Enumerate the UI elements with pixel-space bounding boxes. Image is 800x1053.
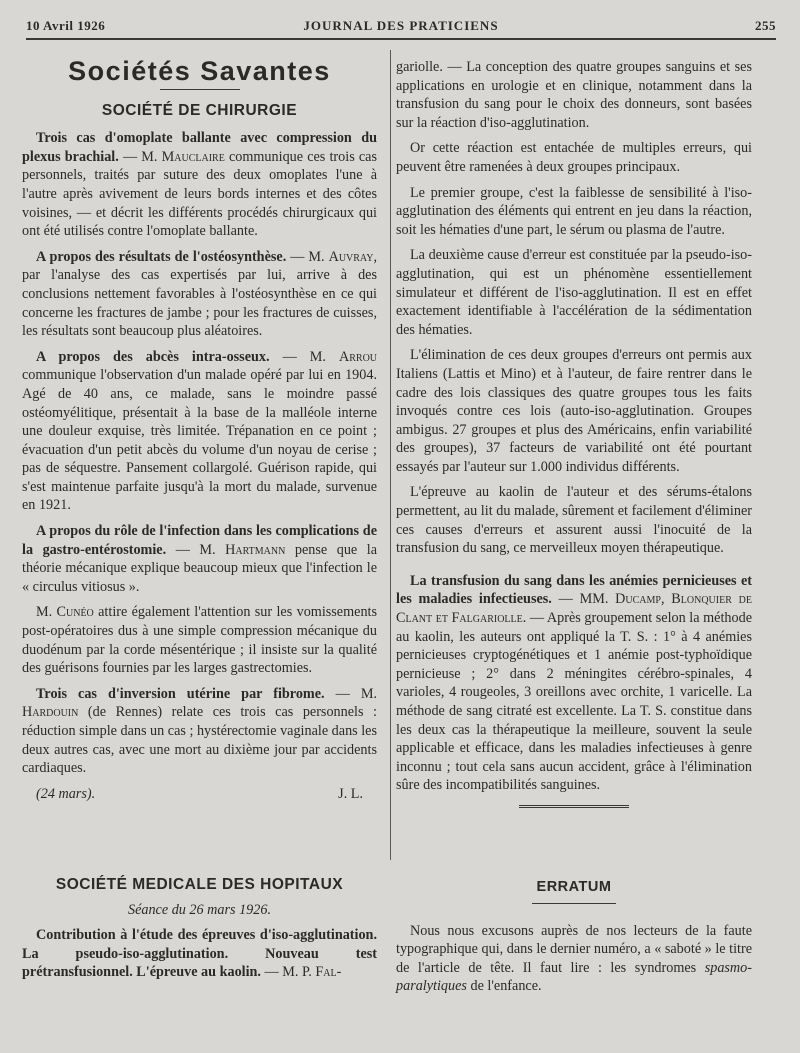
article-omoplate: Trois cas d'omoplate ballante avec compression du plexus brachial. — M. Mauclaire communique ces trois cas personnels, traités par suture des deux omoplates l'une à l'autre après avivement de leurs bords internes et des côtes voisines, — et décrit les différents procédés chirurgicaux qui ont été utilisés contre l'omoplate ballante. [22,130,377,240]
author-names: Ducamp, Blonquier de Clant et Falgariolle [396,591,752,627]
paragraph-premier-groupe: Le premier groupe, c'est la faiblesse de sensibilité à l'iso-agglutination des éléments qui entrent en jeu dans la réaction, soit les hématies d'une part, le sérum ou plasma de l'autre. [396,184,752,238]
erratum-text: Nous nous excusons auprès de nos lecteurs de la faute typographique qui, dans le dernier numéro, a « saboté » le titre de l'article de tête. Il faut lire : les syndromes spasmo-paralytiques de l'enfance. [396,922,752,995]
column-divider [390,50,391,860]
paragraph-deuxieme-cause: La deuxième cause d'erreur est constituée par la pseudo-iso-agglutination, qui est un phénomène essentiellement simulateur et différent de l'iso-agglutination. Il est en effet exactement identifiable à l'accélération de la sédimentation des hématies. [396,247,752,338]
article-osteosynthese: A propos des résultats de l'ostéosynthèse. — M. Auvray, par l'analyse des cas expertisés par lui, arrive à des conclusions nettement favorables à l'ostéosynthèse en ce qui concerne les fractures de jambe ; pour les fractures de cuisses, les résultats sont beaucoup plus aléatoires. [22,248,378,340]
erratum-title: ERRATUM [536,879,612,895]
signature-initials: J. L. [338,785,363,802]
article-cuneo: M. Cunéo attire également l'attention sur les vomissements post-opératoires dus à une simple compression mécanique du duodénum par la corde mésentérique ; il insiste sur la qualité des guérisons fournies par les larges gastrectomies. [22,604,377,677]
article-heading: Trois cas d'omoplate ballante avec compression du plexus brachial. [22,130,377,165]
article-transfusion: La transfusion du sang dans les anémies pernicieuses et les maladies infectieuses. — MM. Ducamp, Blonquier de Clant et Falgariolle. — Après groupement selon la méthode au kaolin, les auteurs ont appliqué la T. S. : 1° à 4 anémies pernicieuses cryptogénétiques et 1 anémie post-typhoïdique pernicieuse ; 2° dans 2 méningites cérébro-spinales, 4 varioles, 4 rougeoles, 3 oreillons avec orchite, 1 varicelle. La méthode de sang citraté est excellente. La T. S. constitue dans les deux cas la thérapeutique la meilleure, souvent la seule applicable et efficace, dans les maladies infectieuses à genre inconnu ; tout cela sans aucun accident, grâce à l'élimination sûre des incompatibilités sanguines. [396,572,752,794]
author-name: Fal- [315,964,342,981]
author-name: Hartmann [225,541,286,558]
left-column [22,52,377,803]
signature-line [22,785,377,804]
article-abces: A propos des abcès intra-osseux. — M. Arrou communique l'observation d'un malade opéré par lui en 1904. Agé de 40 ans, ce malade, sans le moindre passé ostéomyélitique, présentait à la base de la malléole interne une douleur exquise, très limitée. Trépanation en ce point ; évacuation d'un petit abcès du volume d'un noyau de cerise ; pas de séquestre. Pansement collargolé. Guérison rapide, qui s'est maintenue parfaite jusqu'à la mort du malade, survenue en 1921. [22,348,378,514]
section-title-chirurgie: SOCIÉTÉ DE CHIRURGIE [101,101,298,119]
article-heading: Trois cas d'inversion utérine par fibrome. [36,685,325,702]
article-heading: Contribution à l'étude des épreuves d'iso-agglutination. La pseudo-iso-agglutination. Nouveau test prétransfusionnel. L'épreuve au kaolin. [22,927,377,981]
paragraph-conception: gariolle. — La conception des quatre groupes sanguins et ses applications en urologie et en clinique, notamment dans la transfusion du sang pour le choix des donneurs, sont basées sur la réaction d'iso-agglutination. [396,59,752,131]
title-rule [160,89,240,90]
article-contribution: Contribution à l'étude des épreuves d'iso-agglutination. La pseudo-iso-agglutination. Nouveau test prétransfusionnel. L'épreuve au kaolin. — M. P. Fal- [22,927,377,981]
header-journal-name: JOURNAL DES PRATICIENS [303,18,499,33]
seance-date: Séance du 26 mars 1926. [127,901,272,918]
paragraph-erreurs: Or cette réaction est entachée de multiples erreurs, qui peuvent être ramenées à deux groupes principaux. [396,140,752,175]
article-inversion: Trois cas d'inversion utérine par fibrome. — M. Hardouin (de Rennes) relate ces trois cas personnels : réduction simple dans un cas ; hystérectomie vaginale dans les deux autres cas, avec une mort au dixième jour par accidents cardiaques. [22,685,378,777]
bottom-right-column [396,872,752,1003]
author-name: Auvray [328,248,374,265]
header-date: 10 Avril 1926 [26,18,106,33]
page-title: Sociétés Savantes [68,56,331,86]
signature-date: (24 mars). [36,785,96,802]
article-heading: La transfusion du sang dans les anémies pernicieuses et les maladies infectieuses. [396,572,752,608]
article-heading: A propos du rôle de l'infection dans les complications de la gastro-entérostomie. [22,523,377,558]
article-heading: A propos des résultats de l'ostéosynthèse. [36,248,287,265]
erratum-correct-term: spasmo-paralytiques [396,959,752,995]
bottom-left-column [22,872,377,989]
author-name: Hardouin [22,704,79,721]
right-column [396,58,752,810]
erratum-rule [532,903,616,904]
author-name: Arrou [338,348,378,365]
header-rule [26,38,776,40]
author-name: Mauclaire [161,148,225,165]
closing-double-rule [519,805,629,810]
running-header [26,16,776,38]
paragraph-kaolin: L'épreuve au kaolin de l'auteur et des sérums-étalons permettent, au lit du malade, sûrement et facilement d'éliminer ces causes d'erreurs et assurent aussi l'inocuité de la transfusion du sang, ce merveilleux moyen thérapeutique. [396,484,752,557]
header-page-number: 255 [755,18,776,33]
article-heading: A propos des abcès intra-osseux. [36,348,270,365]
paragraph-elimination: L'élimination de ces deux groupes d'erreurs ont permis aux Italiens (Lattis et Mino) et à l'auteur, de faire rentrer dans le cadre des lois classiques des quatre groupes tous les faits invoqués contre ces lois (auto-iso-agglutination. Groupes ambigus. 27 groupes et plus des Américains, enfin variabilité des groupes), 37 facteurs de variabilité ont été pourtant essayés par l'auteur sur 1.000 individus différents. [396,347,752,475]
section-title-medicale: SOCIÉTÉ MEDICALE DES HOPITAUX [55,876,344,893]
article-gastro: A propos du rôle de l'infection dans les complications de la gastro-entérostomie. — M. Hartmann pense que la théorie mécanique explique beaucoup mieux que l'infection le « circulus vitiosus ». [22,523,377,595]
author-name: Cunéo [56,604,94,621]
